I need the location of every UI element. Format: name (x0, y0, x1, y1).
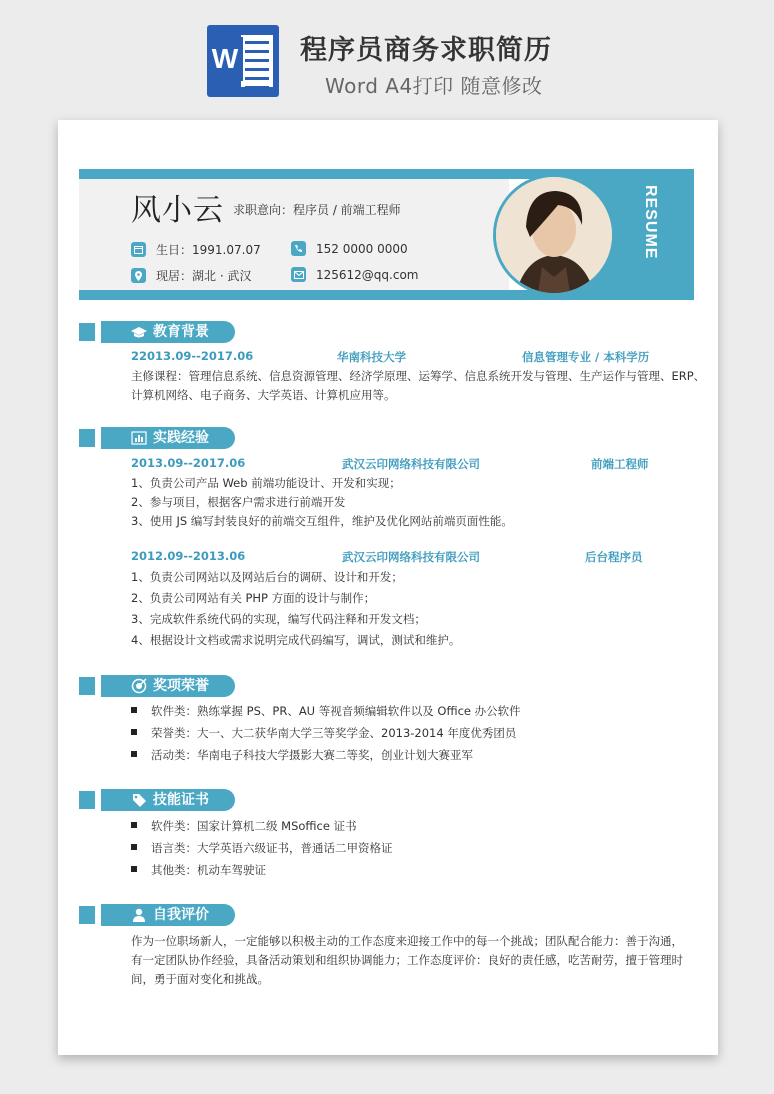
banner-subtitle: Word A4打印 随意修改 (325, 74, 543, 98)
phone-row (291, 241, 408, 256)
bullet-icon (131, 844, 137, 850)
document-lines-icon (241, 35, 273, 87)
cert-item: 语言类：大学英语六级证书，普通话二甲资格证 (131, 840, 393, 856)
job2-period: 2012.09--2013.06 (131, 549, 246, 563)
job2-item: 3、完成软件系统代码的实现，编写代码注释和开发文档； (131, 612, 426, 626)
education-school: 华南科技大学 (337, 350, 406, 364)
person-icon (131, 907, 147, 923)
job1-item: 2、参与项目，根据客户需求进行前端开发 (131, 495, 346, 509)
job1-company: 武汉云印网络科技有限公司 (342, 457, 480, 471)
education-courses-line-2: 计算机网络、电子商务、大学英语、计算机应用等。 (131, 388, 396, 402)
education-title: 教育背景 (101, 321, 235, 343)
job2-role: 后台程序员 (585, 550, 643, 564)
email-row (291, 267, 419, 282)
location-row (131, 267, 251, 284)
tag-icon (131, 792, 147, 808)
job1-period: 2013.09--2017.06 (131, 456, 246, 470)
email-text: 125612@qq.com (316, 267, 419, 282)
resume-label: RESUME (642, 185, 659, 260)
cert-item: 软件类：国家计算机二级 MSoffice 证书 (131, 818, 357, 834)
job2-item: 1、负责公司网站以及网站后台的调研、设计和开发； (131, 570, 403, 584)
location-pin-icon (131, 268, 146, 283)
bar-chart-icon (131, 430, 147, 446)
birthday-text: 生日：1991.07.07 (156, 243, 261, 257)
resume-header (79, 169, 694, 300)
education-courses-line-1: 主修课程：管理信息系统、信息资源管理、经济学原理、运筹学、信息系统开发与管理、生产运作与管理、ERP、 (131, 369, 706, 383)
award-item: 活动类：华南电子科技大学摄影大赛二等奖，创业计划大赛亚军 (131, 747, 473, 763)
self-eval-line: 作为一位职场新人，一定能够以积极主动的工作态度来迎接工作中的每一个挑战；团队配合能力：善于沟通， (131, 934, 683, 948)
word-logo-icon (207, 25, 279, 97)
self-title: 自我评价 (101, 904, 235, 926)
self-eval-line: 有一定团队协作经验，具备活动策划和组织协调能力；工作态度评价：良好的责任感，吃苦耐劳，擅于管理时 (131, 953, 683, 967)
job1-item: 3、使用 JS 编写封装良好的前端交互组件，维护及优化网站前端页面性能。 (131, 514, 513, 528)
awards-title: 奖项荣誉 (101, 675, 235, 697)
job1-item: 1、负责公司产品 Web 前端功能设计、开发和实现； (131, 476, 401, 490)
banner-title: 程序员商务求职简历 (300, 35, 552, 66)
education-period: 22013.09--2017.06 (131, 349, 254, 363)
job2-item: 2、负责公司网站有关 PHP 方面的设计与制作； (131, 591, 376, 605)
cert-item: 其他类：机动车驾驶证 (131, 862, 266, 878)
bullet-icon (131, 751, 137, 757)
header-bottom-bar (79, 290, 694, 300)
calendar-icon (131, 242, 146, 257)
mail-icon (291, 267, 306, 282)
job-intent: 求职意向：程序员 / 前端工程师 (233, 203, 401, 217)
birthday-row (131, 241, 261, 258)
experience-title: 实践经验 (101, 427, 235, 449)
job1-role: 前端工程师 (591, 457, 649, 471)
bullet-icon (131, 866, 137, 872)
top-banner (0, 0, 774, 110)
job2-company: 武汉云印网络科技有限公司 (342, 550, 480, 564)
bullet-icon (131, 822, 137, 828)
education-major: 信息管理专业 / 本科学历 (522, 350, 650, 364)
certs-title: 技能证书 (101, 789, 235, 811)
job2-item: 4、根据设计文档或需求说明完成代码编写，调试，测试和维护。 (131, 633, 461, 647)
target-icon (131, 678, 147, 694)
award-item: 荣誉类：大一、大二获华南大学三等奖学金、2013-2014 年度优秀团员 (131, 725, 516, 741)
word-logo-letter: W (207, 37, 243, 81)
self-eval-line: 间，勇于面对变化和挑战。 (131, 972, 269, 986)
graduation-cap-icon (131, 324, 147, 340)
bullet-icon (131, 729, 137, 735)
award-item: 软件类：熟练掌握 PS、PR、AU 等视音频编辑软件以及 Office 办公软件 (131, 703, 521, 719)
profile-photo (493, 174, 615, 296)
candidate-name: 风小云 (131, 193, 224, 228)
location-text: 现居：湖北 · 武汉 (156, 269, 252, 283)
phone-text: 152 0000 0000 (316, 241, 408, 256)
bullet-icon (131, 707, 137, 713)
phone-icon (291, 241, 306, 256)
